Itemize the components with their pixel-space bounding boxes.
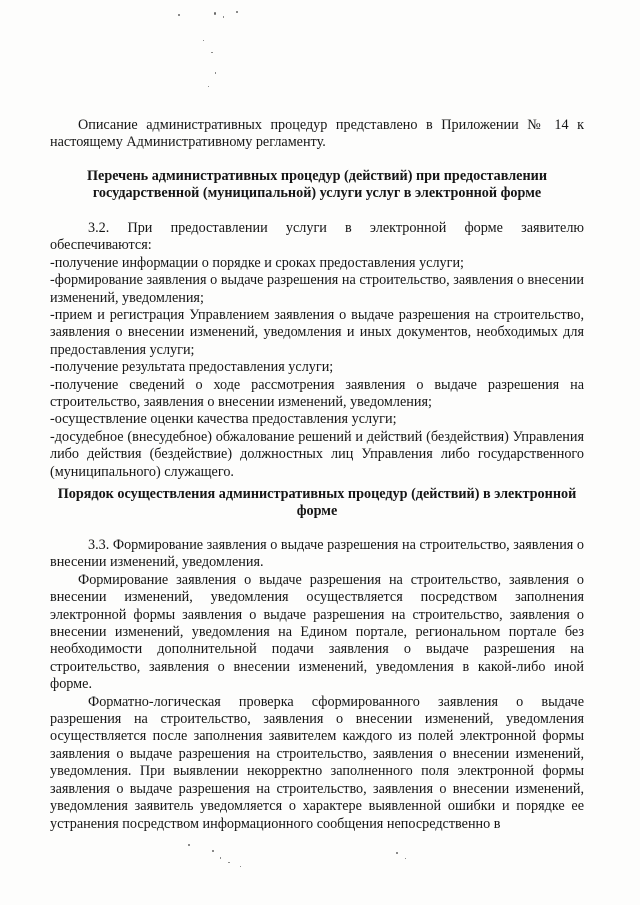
list-item: -прием и регистрация Управлением заявления о выдаче разрешения на строительство, заявления о внесении изменений, уведомления и иных документов, необходимых для предоставления услуги; [50, 307, 584, 358]
intro-section [50, 117, 584, 152]
section-3-3-paragraph-2: Формирование заявления о выдаче разрешения на строительство, заявления о внесении изменений, уведомления осуществляется посредством заполнения электронной формы заявления о выдаче разрешения на строительство, заявления о внесении изменений, уведомления на Едином портале, региональном портале без необходимости дополнительной подачи заявления о выдаче разрешения на строительство, заявления о внесении изменений, уведомления в какой-либо иной форме. [50, 571, 584, 693]
list-item: -получение результата предоставления услуги; [50, 359, 334, 376]
heading-list-of-procedures: Перечень административных процедур (действий) при предоставлении государственной (муниципальной) услуги услуг в электронной форме [87, 168, 547, 202]
list-item: -получение сведений о ходе рассмотрения заявления о выдаче разрешения на строительство, заявления о внесении изменений, уведомления; [50, 376, 584, 411]
intro-paragraph: Описание административных процедур представлено в Приложении № 14 к настоящему Административному регламенту. [50, 117, 584, 151]
list-item: -формирование заявления о выдаче разрешения на строительство, заявления о внесении изменений, уведомления; [50, 272, 584, 306]
section-3-3-paragraph-3: Форматно-логическая проверка сформированного заявления о выдаче разрешения на строительство, заявления о внесении изменений, уведомления осуществляется после заполнения заявителем каждого из полей электронной формы заявления о выдаче разрешения на строительство, заявления о внесении изменений, уведомления. При выявлении некорректно заполненного поля электронной формы заявления о выдаче разрешения на строительство, заявления о внесении изменений, уведомления заявитель уведомляется о характере выявленной ошибки и порядке ее устранения посредством информационного сообщения непосредственно в [50, 693, 584, 832]
section-3-2 [50, 220, 584, 481]
list-item: -получение информации о порядке и сроках предоставления услуги; [50, 254, 464, 271]
section-3-3-paragraph-1: 3.3. Формирование заявления о выдаче разрешения на строительство, заявления о внесении изменений, уведомления. [50, 537, 584, 571]
section-3-3 [50, 537, 584, 833]
heading-procedures-order: Порядок осуществления административных процедур (действий) в электронной форме [57, 486, 577, 520]
section-3-2-lead: 3.2. При предоставлении услуги в электронной форме заявителю обеспечиваются: [50, 220, 584, 254]
list-item: -осуществление оценки качества предоставления услуги; [50, 411, 397, 428]
list-item: -досудебное (внесудебное) обжалование решений и действий (бездействия) Управления либо действия (бездействие) должностных лиц Управления либо государственного (муниципального) служащего. [50, 428, 584, 480]
